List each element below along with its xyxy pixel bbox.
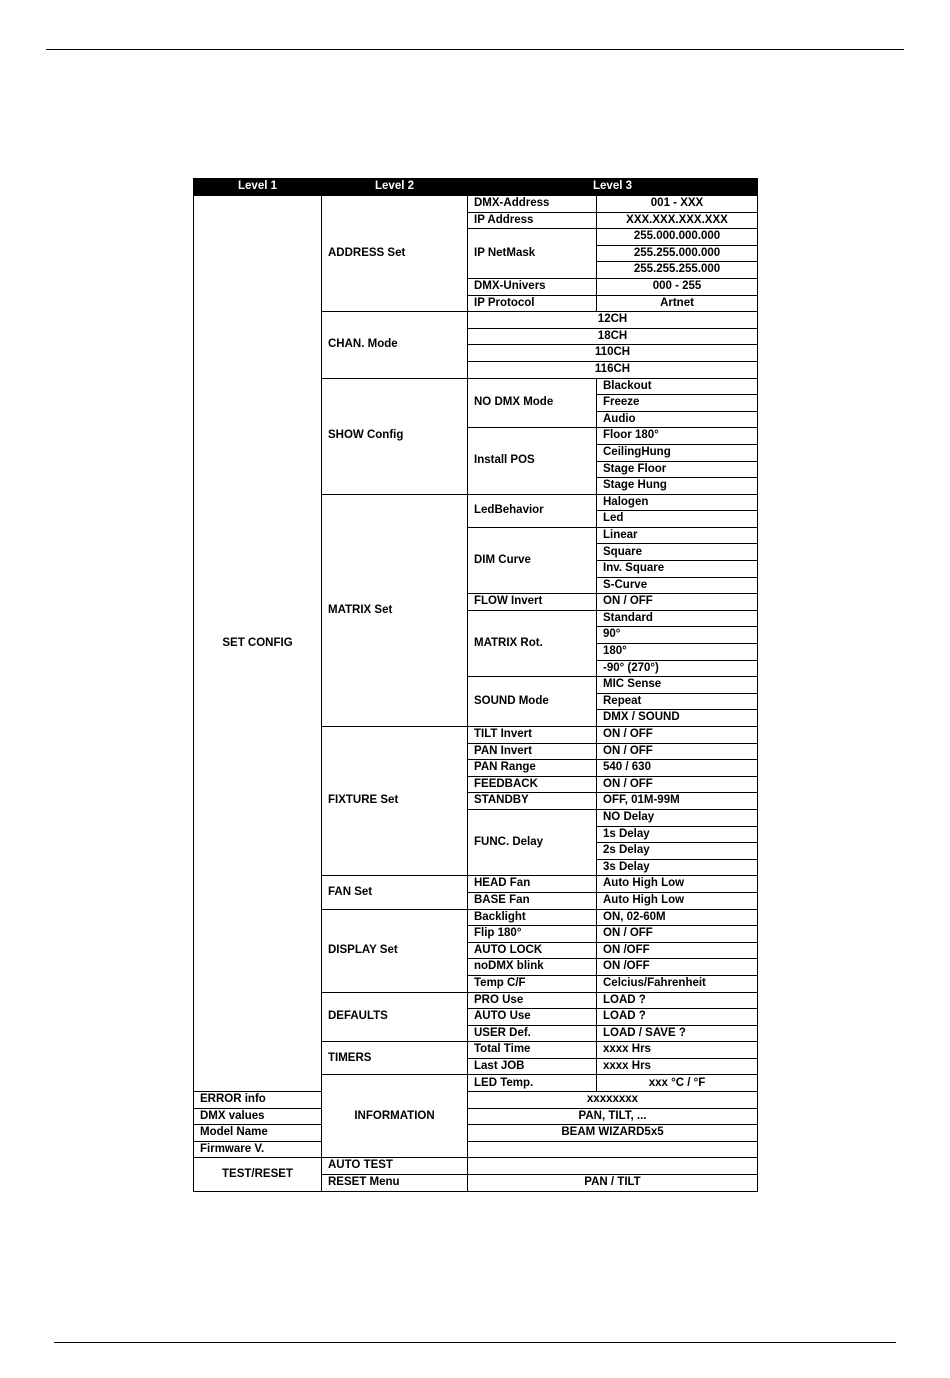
table-cell: LOAD / SAVE ?: [597, 1025, 758, 1042]
table-cell: DISPLAY Set: [322, 909, 468, 992]
table-cell: Standard: [597, 610, 758, 627]
table-cell: Audio: [597, 411, 758, 428]
table-cell: ON / OFF: [597, 743, 758, 760]
table-cell: Install POS: [468, 428, 597, 494]
table-cell: Square: [597, 544, 758, 561]
table-cell: DMX values: [194, 1108, 322, 1125]
table-cell: MIC Sense: [597, 677, 758, 694]
table-cell: USER Def.: [468, 1025, 597, 1042]
table-cell: 180°: [597, 644, 758, 661]
table-row: [194, 1108, 758, 1125]
table-cell: ON / OFF: [597, 727, 758, 744]
table-cell: Total Time: [468, 1042, 597, 1059]
table-cell: FLOW Invert: [468, 594, 597, 611]
bottom-rule: [54, 1342, 896, 1343]
table-cell: 12CH: [468, 312, 758, 329]
table-cell: Linear: [597, 527, 758, 544]
table-cell: ON / OFF: [597, 926, 758, 943]
table-cell: noDMX blink: [468, 959, 597, 976]
table-cell: Stage Hung: [597, 478, 758, 495]
table-cell: Auto High Low: [597, 892, 758, 909]
table-cell: ON /OFF: [597, 959, 758, 976]
top-rule: [46, 49, 904, 50]
header-level-3: Level 3: [468, 179, 758, 196]
table-cell: Led: [597, 511, 758, 528]
table-cell: DEFAULTS: [322, 992, 468, 1042]
table-cell: Celcius/Fahrenheit: [597, 975, 758, 992]
table-cell: AUTO TEST: [322, 1158, 468, 1175]
table-cell: 3s Delay: [597, 859, 758, 876]
table-cell: LOAD ?: [597, 1009, 758, 1026]
table-row: [194, 1141, 758, 1158]
table-cell: ERROR info: [194, 1092, 322, 1109]
table-cell: TEST/RESET: [194, 1158, 322, 1191]
table-cell: ON, 02-60M: [597, 909, 758, 926]
table-cell: xxxx Hrs: [597, 1042, 758, 1059]
table-cell: SET CONFIG: [194, 196, 322, 1092]
table-cell: LedBehavior: [468, 494, 597, 527]
table-cell: NO DMX Mode: [468, 378, 597, 428]
table-cell: OFF, 01M-99M: [597, 793, 758, 810]
table-cell: INFORMATION: [322, 1075, 468, 1158]
table-cell: SOUND Mode: [468, 677, 597, 727]
table-cell: Inv. Square: [597, 561, 758, 578]
table-cell: Artnet: [597, 295, 758, 312]
table-cell: S-Curve: [597, 577, 758, 594]
table-cell: DMX / SOUND: [597, 710, 758, 727]
table-cell: xxxx Hrs: [597, 1058, 758, 1075]
header-level-1: Level 1: [194, 179, 322, 196]
table-cell: 255.000.000.000: [597, 229, 758, 246]
table-cell: PAN, TILT, ...: [468, 1108, 758, 1125]
table-cell: Floor 180°: [597, 428, 758, 445]
table-cell: AUTO Use: [468, 1009, 597, 1026]
table-cell: NO Delay: [597, 809, 758, 826]
menu-structure-table: [193, 178, 758, 1192]
table-cell: 90°: [597, 627, 758, 644]
table-cell: FIXTURE Set: [322, 727, 468, 876]
table-cell: FAN Set: [322, 876, 468, 909]
table-cell: BASE Fan: [468, 892, 597, 909]
table-cell: HEAD Fan: [468, 876, 597, 893]
table-cell: 2s Delay: [597, 843, 758, 860]
table-cell: 110CH: [468, 345, 758, 362]
table-cell: ON /OFF: [597, 942, 758, 959]
table-cell: PRO Use: [468, 992, 597, 1009]
table-cell: DMX-Address: [468, 196, 597, 213]
table-cell: Flip 180°: [468, 926, 597, 943]
table-cell: Freeze: [597, 395, 758, 412]
table-cell: Model Name: [194, 1125, 322, 1142]
table-cell: STANDBY: [468, 793, 597, 810]
table-row: [194, 1158, 758, 1175]
table-cell: RESET Menu: [322, 1175, 468, 1192]
table-cell: 001 - XXX: [597, 196, 758, 213]
table-cell: 255.255.000.000: [597, 245, 758, 262]
table-cell: ON / OFF: [597, 594, 758, 611]
table-cell: xxx °C / °F: [597, 1075, 758, 1092]
table-cell: DIM Curve: [468, 527, 597, 593]
table-cell: PAN Invert: [468, 743, 597, 760]
table-cell: MATRIX Rot.: [468, 610, 597, 676]
table-cell: AUTO LOCK: [468, 942, 597, 959]
table-cell: 000 - 255: [597, 278, 758, 295]
table-cell: FEEDBACK: [468, 776, 597, 793]
header-row: [194, 179, 758, 196]
table-cell: PAN Range: [468, 760, 597, 777]
table-cell: [468, 1141, 758, 1158]
table-cell: IP Protocol: [468, 295, 597, 312]
table-cell: BEAM WIZARD5x5: [468, 1125, 758, 1142]
table-cell: FUNC. Delay: [468, 809, 597, 875]
table-cell: Auto High Low: [597, 876, 758, 893]
table-cell: Halogen: [597, 494, 758, 511]
table-cell: MATRIX Set: [322, 494, 468, 726]
table-cell: ADDRESS Set: [322, 196, 468, 312]
menu-body: [194, 196, 758, 1192]
table-cell: 255.255.255.000: [597, 262, 758, 279]
table-cell: TILT Invert: [468, 727, 597, 744]
header-level-2: Level 2: [322, 179, 468, 196]
table-cell: IP NetMask: [468, 229, 597, 279]
table-cell: LED Temp.: [468, 1075, 597, 1092]
table-cell: DMX-Univers: [468, 278, 597, 295]
table-cell: Stage Floor: [597, 461, 758, 478]
table-cell: Temp C/F: [468, 975, 597, 992]
table-row: [194, 1125, 758, 1142]
table-row: [194, 1092, 758, 1109]
table-cell: 116CH: [468, 361, 758, 378]
table-cell: Firmware V.: [194, 1141, 322, 1158]
table-cell: Blackout: [597, 378, 758, 395]
table-cell: CHAN. Mode: [322, 312, 468, 378]
table-cell: TIMERS: [322, 1042, 468, 1075]
table-cell: CeilingHung: [597, 444, 758, 461]
table-cell: Backlight: [468, 909, 597, 926]
table-cell: PAN / TILT: [468, 1175, 758, 1192]
table-cell: 18CH: [468, 328, 758, 345]
table-cell: IP Address: [468, 212, 597, 229]
table-cell: LOAD ?: [597, 992, 758, 1009]
table-cell: Repeat: [597, 693, 758, 710]
table-row: [194, 196, 758, 213]
table-cell: 540 / 630: [597, 760, 758, 777]
table-cell: Last JOB: [468, 1058, 597, 1075]
table-cell: XXX.XXX.XXX.XXX: [597, 212, 758, 229]
table-cell: -90° (270°): [597, 660, 758, 677]
table-cell: xxxxxxxx: [468, 1092, 758, 1109]
table-cell: SHOW Config: [322, 378, 468, 494]
table-cell: ON / OFF: [597, 776, 758, 793]
table-cell: [468, 1158, 758, 1175]
table-cell: 1s Delay: [597, 826, 758, 843]
